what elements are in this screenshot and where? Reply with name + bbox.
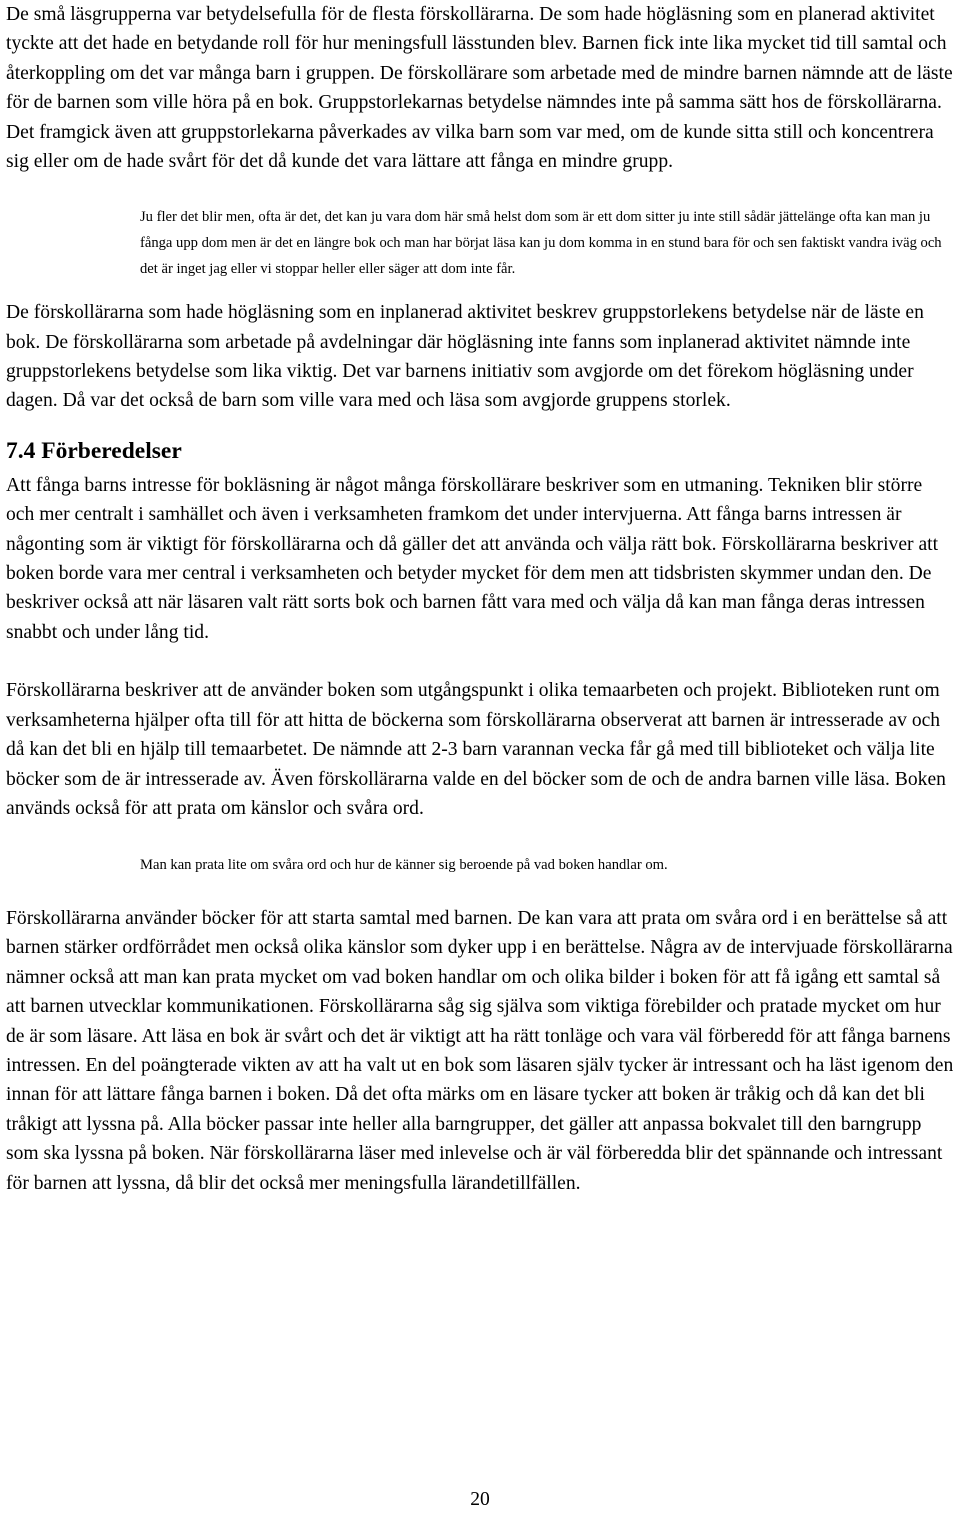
- section-heading: 7.4 Förberedelser: [6, 437, 182, 464]
- interview-quote: Man kan prata lite om svåra ord och hur de känner sig beroende på vad boken handlar om.: [140, 857, 668, 874]
- interview-quote: Ju fler det blir men, ofta är det, det kan ju vara dom här små helst dom som är ett dom sitter ju inte still sådär jättelänge ofta kan man ju fånga upp dom men är det en längre bok och man har börjat läsa kan ju dom komma in en stund bara för och sen faktiskt vandra iväg och det är inget jag eller vi stoppar heller eller säger att dom inte får.: [140, 209, 942, 277]
- page-number: 20: [470, 1489, 490, 1510]
- body-paragraph: De små läsgrupperna var betydelsefulla för de flesta förskollärarna. De som hade högläsning som en planerad aktivitet tyckte att det hade en betydande roll för hur meningsfull lässtunden blev. Barnen fick inte lika mycket tid till samtal och återkoppling om det var många barn i gruppen. De förskollärare som arbetade med de mindre barnen nämnde att de läste för de barnen som ville höra på en bok. Gruppstorlekarnas betydelse nämndes inte på samma sätt hos de förskollärarna. Det framgick även att gruppstorlekarna påverkades av vilka barn som var med, om de kunde sitta still och koncentrera sig eller om de hade svårt för det då kunde det vara lättare att fånga en mindre grupp.: [6, 4, 953, 173]
- body-paragraph: Förskollärarna använder böcker för att starta samtal med barnen. De kan vara att prata om svåra ord i en berättelse så att barnen stärker ordförrådet men också olika känslor som dyker upp i en berättelse. Några av de intervjuade förskollärarna nämner också att man kan prata mycket om vad boken handlar om och olika bilder i boken för att få igång ett samtal så att barnen utvecklar kommunikationen. Förskollärarna såg sig själva som viktiga förebilder och pratade mycket om hur de är som läsare. Att läsa en bok är svårt och det är viktigt att ha rätt tonläge och vara väl förberedd för att fånga barnens intressen. En del poängterade vikten av att ha valt ut en bok som läsaren själv tycker är intressant och ha läst igenom den innan för att lättare fånga barnen i boken. Då det ofta märks om en läsare tycker att boken är tråkig och då kan det bli tråkigt att lyssna på. Alla böcker passar inte heller alla barngrupper, det gäller att anpassa bokvalet till den barngrupp som ska lyssna på boken. När förskollärarna läser med inlevelse och är väl förberedda blir det spännande och intressant för barnen att lyssna, då blir det också mer meningsfulla lärandetillfällen.: [6, 907, 954, 1194]
- body-paragraph: Förskollärarna beskriver att de använder boken som utgångspunkt i olika temaarbeten och projekt. Biblioteken runt om verksamheterna hjälper ofta till för att hitta de böckerna som förskollärarna observerat att barnen är intresserade av och då kan det bli en hjälp till temaarbetet. De nämnde att 2-3 barn varannan vecka får gå med till biblioteket och välja lite böcker som de är intresserade av. Även förskollärarna valde en del böcker som de och de andra barnen ville läsa. Boken används också för att prata om känslor och svåra ord.: [6, 680, 946, 819]
- body-paragraph: De förskollärarna som hade högläsning som en inplanerad aktivitet beskrev gruppstorlekens betydelse när de läste en bok. De förskollärarna som arbetade på avdelningar där högläsning inte fanns som inplanerad aktivitet nämnde inte gruppstorlekens betydelse som lika viktig. Det var barnens initiativ som avgjorde om det förekom högläsning under dagen. Då var det också de barn som ville vara med och läsa som avgjorde gruppens storlek.: [6, 302, 924, 412]
- document-page: [6, 0, 954, 1198]
- body-paragraph: Att fånga barns intresse för bokläsning är något många förskollärare beskriver som en utmaning. Tekniken blir större och mer centralt i samhället och även i verksamheten framkom det under intervjuerna. Att fånga barns intressen är någonting som är viktigt för förskollärarna och då gäller det att använda och välja rätt bok. Förskollärarna beskriver att boken borde vara mer central i verksamheten och betyder mycket för dem men att tidsbristen skymmer undan den. De beskriver också att när läsaren valt rätt sorts bok och barnen fått vara med och välja då kan man fånga deras intressen snabbt och under lång tid.: [6, 474, 939, 643]
